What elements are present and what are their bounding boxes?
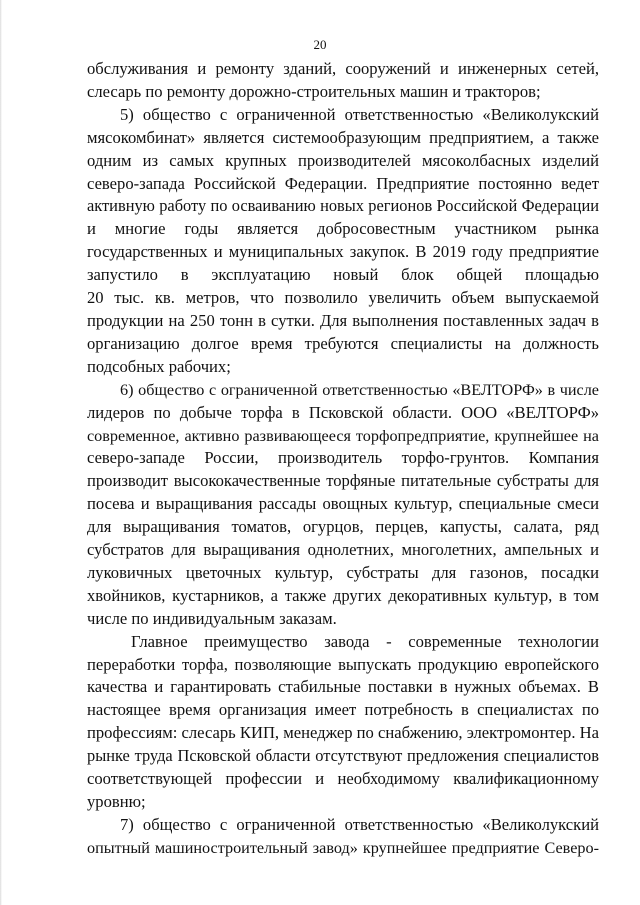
- text-line: Главное преимущество завода - современные технологии: [131, 631, 599, 651]
- text-line: профессиям: слесарь КИП, менеджер по снабжению, электромонтер. На: [87, 723, 599, 743]
- text-line: числе по индивидуальным заказам.: [87, 608, 337, 628]
- text-line: подсобных рабочих;: [87, 356, 231, 376]
- text-line: рынке труда Псковской области отсутствуют предложения специалистов: [87, 746, 599, 766]
- text-line: организацию долгое время требуются специалисты на должность: [87, 333, 599, 353]
- text-line: качества и гарантировать стабильные поставки в нужных объемах. В: [87, 677, 599, 697]
- text-line: посева и выращивания рассады овощных культур, специальные смеси: [87, 494, 599, 514]
- text-line: запустило в эксплуатацию новый блок общей площадью: [87, 265, 599, 285]
- text-line: современное, активно развивающееся торфопредприятие, крупнейшее на: [87, 426, 599, 445]
- text-line: одним из самых крупных производителей мясоколбасных изделий: [87, 150, 599, 170]
- text-line: уровню;: [87, 792, 146, 811]
- text-line: слесарь по ремонту дорожно-строительных машин и тракторов;: [87, 81, 541, 101]
- text-line: субстратов для выращивания однолетних, многолетних, ампельных и: [87, 540, 599, 560]
- text-line: 20 тыс. кв. метров, что позволило увеличить объем выпускаемой: [87, 288, 599, 308]
- text-line: северо-запада Российской Федерации. Предприятие постоянно ведет: [87, 173, 599, 193]
- text-line: продукции на 250 тонн в сутки. Для выполнения поставленных задач в: [87, 310, 599, 330]
- text-line: обслуживания и ремонту зданий, сооружений и инженерных сетей,: [87, 59, 599, 78]
- text-line: настоящее время организация имеет потребность в специалистах по: [87, 700, 599, 720]
- text-line: хвойников, кустарников, а также других декоративных культур, в том: [87, 585, 599, 605]
- text-line: и многие годы является добросовестным участником рынка: [87, 219, 599, 239]
- text-line: мясокомбинат» является системообразующим предприятием, а также: [87, 127, 599, 147]
- text-line: переработки торфа, позволяющие выпускать продукцию европейского: [87, 654, 599, 674]
- text-line: северо-западе России, производитель торфо-грунтов. Компания: [87, 448, 599, 468]
- text-line: для выращивания томатов, огурцов, перцев, капусты, салата, ряд: [87, 517, 599, 537]
- page-number: 20: [313, 37, 327, 52]
- page-edge-shadow: [0, 0, 2, 905]
- text-line: луковичных цветочных культур, субстраты для газонов, посадки: [87, 562, 599, 582]
- text-line: 6) общество с ограниченной ответственностью «ВЕЛТОРФ» в числе: [120, 380, 599, 399]
- text-line: производит высококачественные торфяные питательные субстраты для: [87, 471, 599, 491]
- text-line: государственных и муниципальных закупок. В 2019 году предприятие: [87, 242, 599, 262]
- text-line: опытный машиностроительный завод» крупнейшее предприятие Северо-: [87, 838, 599, 857]
- text-line: соответствующей профессии и необходимому квалификационному: [87, 769, 599, 789]
- text-line: 5) общество с ограниченной ответственностью «Великолукский: [120, 104, 599, 124]
- document-body: [87, 58, 599, 860]
- text-line: активную работу по осваиванию новых регионов Российской Федерации: [87, 196, 599, 216]
- text-line: 7) общество с ограниченной ответственностью «Великолукский: [120, 814, 599, 834]
- text-line: лидеров по добыче торфа в Псковской области. ООО «ВЕЛТОРФ»: [87, 402, 599, 422]
